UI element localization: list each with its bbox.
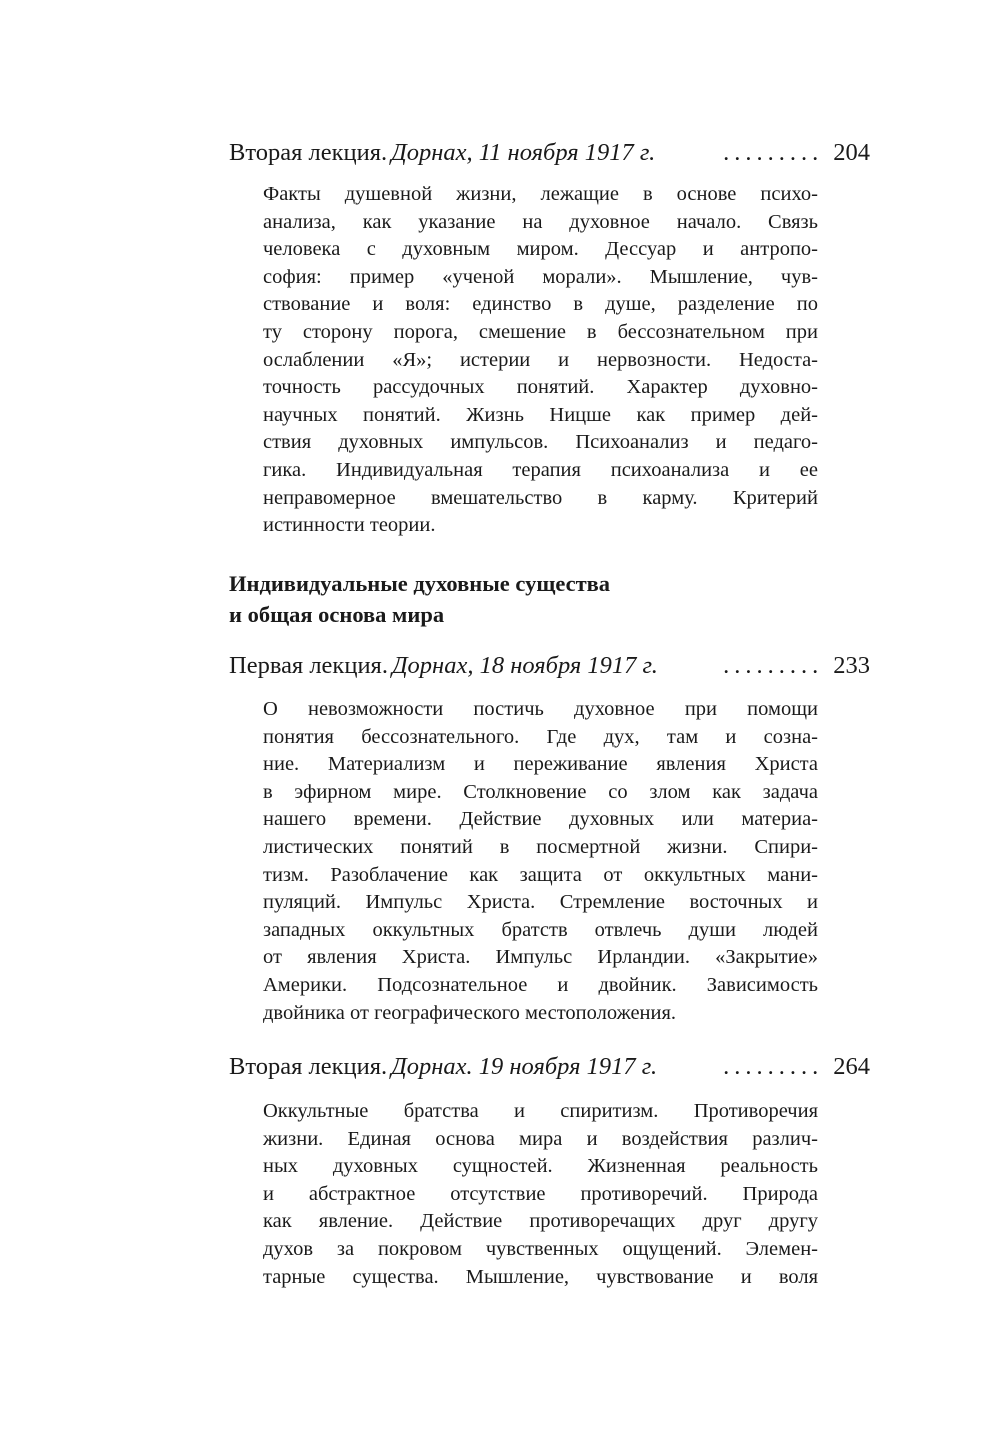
summary-line: О невозможности постичь духовное при помощи xyxy=(263,698,818,720)
lecture-summary xyxy=(263,181,818,540)
summary-line: Факты душевной жизни, лежащие в основе психо- xyxy=(263,183,818,205)
summary-line: и абстрактное отсутствие противоречий. Природа xyxy=(263,1182,818,1205)
summary-line: неправомерное вмешательство в карму. Критерий xyxy=(263,486,818,509)
lecture-summary xyxy=(263,1098,818,1291)
summary-line: истинности теории. xyxy=(263,514,436,537)
dot-leader: ......... xyxy=(723,1053,824,1080)
toc-entry-line xyxy=(229,1052,870,1082)
summary-line: ствование и воля: единство в душе, разделение по xyxy=(263,293,818,316)
section-title-line: и общая основа мира xyxy=(229,602,445,627)
summary-line: двойника от географического местоположения. xyxy=(263,1001,677,1024)
summary-line: научных понятий. Жизнь Ницше как пример дей- xyxy=(263,403,818,426)
toc-entry-line xyxy=(229,138,870,168)
summary-line: духов за покровом чувственных ощущений. Элемен- xyxy=(263,1237,818,1260)
dot-leader: ......... xyxy=(723,139,824,166)
page-number: 233 xyxy=(833,652,870,679)
summary-line: ту сторону порога, смешение в бессознательном при xyxy=(263,320,818,343)
summary-line: в эфирном мире. Столкновение со злом как задача xyxy=(263,780,818,803)
summary-line: ствия духовных импульсов. Психоанализ и педаго- xyxy=(263,431,818,454)
lecture-place-date: Дорнах. 19 ноября 1917 г. xyxy=(391,1053,658,1080)
summary-line: тарные существа. Мышление, чувствование и воля xyxy=(263,1265,818,1288)
summary-line: гика. Индивидуальная терапия психоанализа и ее xyxy=(263,458,818,481)
summary-line: ослаблении «Я»; истерии и нервозности. Недоста- xyxy=(263,348,818,371)
summary-line: западных оккультных братств отвлечь души людей xyxy=(263,918,818,941)
summary-line: анализа, как указание на духовное начало. Связь xyxy=(263,210,818,233)
page-number: 204 xyxy=(833,139,870,166)
section-title xyxy=(229,568,789,630)
dot-leader: ......... xyxy=(723,652,824,679)
summary-line: человека с духовным миром. Дессуар и антропо- xyxy=(263,238,818,261)
summary-line: листических понятий в посмертной жизни. Спири- xyxy=(263,835,818,858)
page-number: 264 xyxy=(833,1053,870,1080)
lecture-label: Первая лекция. xyxy=(229,652,388,679)
toc-entry-line xyxy=(229,651,870,681)
lecture-summary xyxy=(263,696,818,1027)
summary-line: Оккультные братства и спиритизм. Противоречия xyxy=(263,1100,818,1122)
summary-line: софия: пример «ученой морали». Мышление, чув- xyxy=(263,265,818,288)
section-title-line: Индивидуальные духовные существа xyxy=(229,571,611,596)
lecture-place-date: Дорнах, 11 ноября 1917 г. xyxy=(391,139,656,166)
summary-line: понятия бессознательного. Где дух, там и созна- xyxy=(263,725,818,748)
summary-line: ние. Материализм и переживание явления Христа xyxy=(263,753,818,776)
lecture-label: Вторая лекция. xyxy=(229,139,388,166)
summary-line: точность рассудочных понятий. Характер духовно- xyxy=(263,376,818,399)
summary-line: тизм. Разоблачение как защита от оккультных мани- xyxy=(263,863,818,886)
summary-line: от явления Христа. Импульс Ирландии. «Закрытие» xyxy=(263,946,818,969)
lecture-place-date: Дорнах, 18 ноября 1917 г. xyxy=(391,652,658,679)
summary-line: ных духовных сущностей. Жизненная реальность xyxy=(263,1155,818,1178)
summary-line: нашего времени. Действие духовных или материа- xyxy=(263,808,818,831)
summary-line: пуляций. Импульс Христа. Стремление восточных и xyxy=(263,891,818,914)
summary-line: Америки. Подсознательное и двойник. Зависимость xyxy=(263,973,818,996)
summary-line: жизни. Единая основа мира и воздействия различ- xyxy=(263,1127,818,1150)
summary-line: как явление. Действие противоречащих друг другу xyxy=(263,1210,818,1233)
lecture-label: Вторая лекция. xyxy=(229,1053,388,1080)
